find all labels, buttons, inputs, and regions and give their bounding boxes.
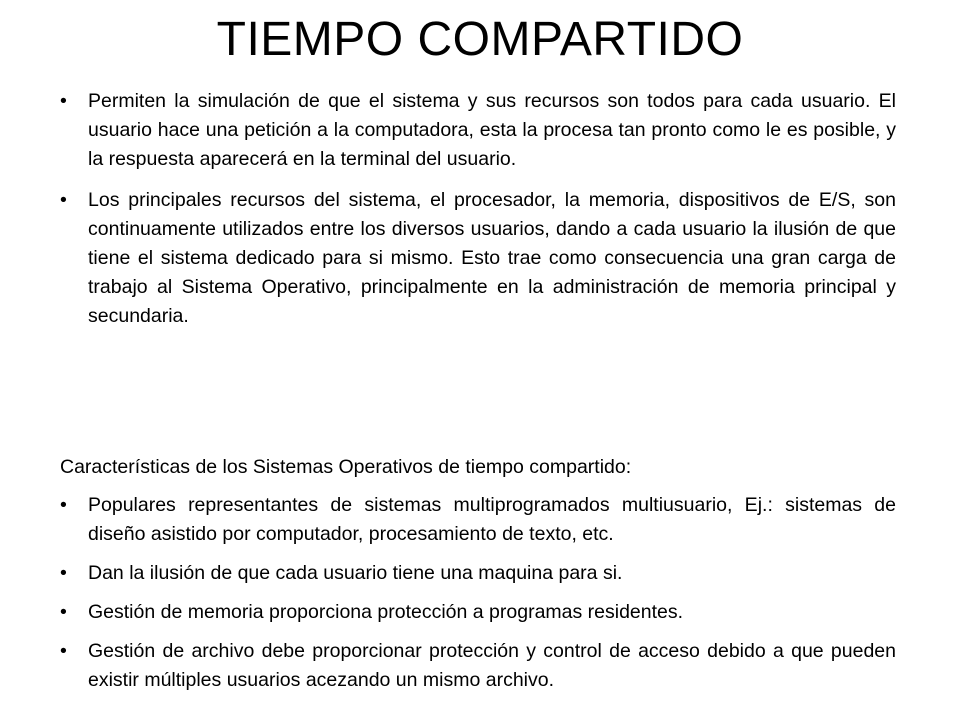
bullet-text: Populares representantes de sistemas multiprogramados multiusuario, Ej.: sistemas de diseño asistido por computador, procesamiento de texto, etc. bbox=[88, 494, 896, 545]
bullet-item bbox=[60, 598, 896, 627]
bullet-text: Permiten la simulación de que el sistema y sus recursos son todos para cada usuario. El usuario hace una petición a la computadora, esta la procesa tan pronto como le es posible, y la respuesta aparecerá en la terminal del usuario. bbox=[88, 90, 896, 170]
bullet-text: Gestión de memoria proporciona protección a programas residentes. bbox=[88, 601, 684, 623]
bullet-icon: • bbox=[60, 494, 67, 516]
intro-bullet-list bbox=[60, 87, 896, 331]
bullet-icon: • bbox=[60, 189, 67, 211]
bullet-item bbox=[60, 491, 896, 549]
bullet-icon: • bbox=[60, 562, 67, 584]
feature-bullet-list bbox=[60, 491, 896, 695]
bullet-item bbox=[60, 87, 896, 174]
bullet-item bbox=[60, 186, 896, 331]
bullet-text: Dan la ilusión de que cada usuario tiene una maquina para si. bbox=[88, 562, 623, 584]
bullet-icon: • bbox=[60, 601, 67, 623]
bullet-item bbox=[60, 559, 896, 588]
bullet-icon: • bbox=[60, 90, 67, 112]
bullet-icon: • bbox=[60, 640, 67, 662]
bullet-item bbox=[60, 637, 896, 695]
slide-title: TIEMPO COMPARTIDO bbox=[216, 13, 744, 66]
bullet-text: Gestión de archivo debe proporcionar protección y control de acceso debido a que pueden existir múltiples usuarios acezando un mismo archivo. bbox=[88, 640, 896, 691]
section-heading: Características de los Sistemas Operativos de tiempo compartido: bbox=[60, 456, 632, 478]
bullet-text: Los principales recursos del sistema, el procesador, la memoria, dispositivos de E/S, son continuamente utilizados entre los diversos usuarios, dando a cada usuario la ilusión de que tiene el sistema dedicado para si mismo. Esto trae como consecuencia una gran carga de trabajo al Sistema Operativo, principalmente en la administración de memoria principal y secundaria. bbox=[88, 189, 896, 327]
